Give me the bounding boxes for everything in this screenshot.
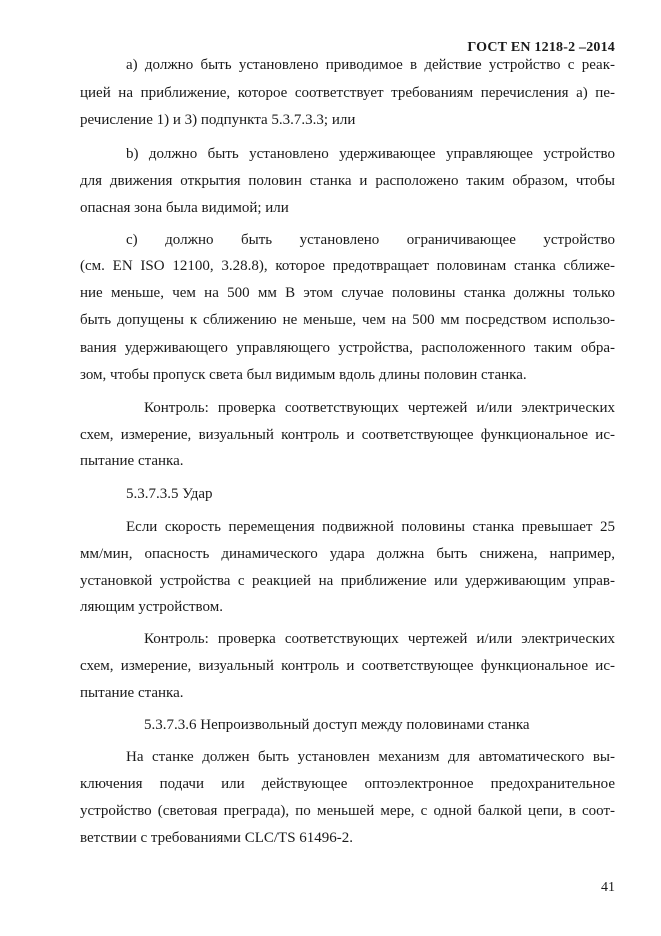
- text-line: Контроль: проверка соответствующих чертежей и/или электрических: [144, 631, 615, 647]
- document-header: ГОСТ EN 1218-2 –2014: [467, 40, 615, 55]
- text-line: схем, измерение, визуальный контроль и соответствующее функциональное ис-: [80, 658, 615, 674]
- text-line: ляющим устройством.: [80, 599, 223, 615]
- text-line: для движения открытия половин станка и расположено таким образом, чтобы: [80, 173, 615, 189]
- text-line: ние меньше, чем на 500 мм В этом случае половины станка должны только: [80, 285, 615, 301]
- text-line: На станке должен быть установлен механизм для автоматического вы-: [126, 749, 615, 765]
- page-number: 41: [601, 880, 615, 895]
- section-heading: 5.3.7.3.5 Удар: [126, 486, 213, 502]
- text-line: ветствии с требованиями CLC/TS 61496-2.: [80, 830, 354, 846]
- text-line: речисление 1) и 3) подпункта 5.3.7.3.3; или: [80, 112, 356, 128]
- text-line: пытание станка.: [80, 453, 184, 469]
- text-line: a) должно быть установлено приводимое в действие устройство с реак-: [126, 57, 615, 73]
- text-line: установкой устройства с реакцией на приближение или удерживающим управ-: [80, 573, 615, 589]
- text-line: c) должно быть установлено ограничивающее устройство: [126, 232, 615, 248]
- text-line: вания удерживающего управляющего устройства, расположенного таким обра-: [80, 340, 615, 356]
- section-heading: 5.3.7.3.6 Непроизвольный доступ между половинами станка: [144, 717, 530, 733]
- text-line: устройство (световая преграда), по меньшей мере, с одной балкой цепи, в соот-: [80, 803, 615, 819]
- text-line: цией на приближение, которое соответствует требованиям перечисления а) пе-: [80, 85, 615, 101]
- text-line: опасная зона была видимой; или: [80, 200, 289, 216]
- text-line: пытание станка.: [80, 685, 184, 701]
- text-line: ключения подачи или действующее оптоэлектронное предохранительное: [80, 776, 615, 792]
- text-line: (см. EN ISO 12100, 3.28.8), которое предотвращает половинам станка сближе-: [80, 258, 615, 274]
- text-line: схем, измерение, визуальный контроль и соответствующее функциональное ис-: [80, 427, 615, 443]
- text-line: b) должно быть установлено удерживающее управляющее устройство: [126, 146, 615, 162]
- text-line: Контроль: проверка соответствующих чертежей и/или электрических: [144, 400, 615, 416]
- text-line: Если скорость перемещения подвижной половины станка превышает 25: [126, 519, 615, 535]
- text-line: быть допущены к сближению не меньше, чем на 500 мм посредством использо-: [80, 312, 615, 328]
- text-line: зом, чтобы пропуск света был видимым вдоль длины половин станка.: [80, 367, 527, 383]
- text-line: мм/мин, опасность динамического удара должна быть снижена, например,: [80, 546, 615, 562]
